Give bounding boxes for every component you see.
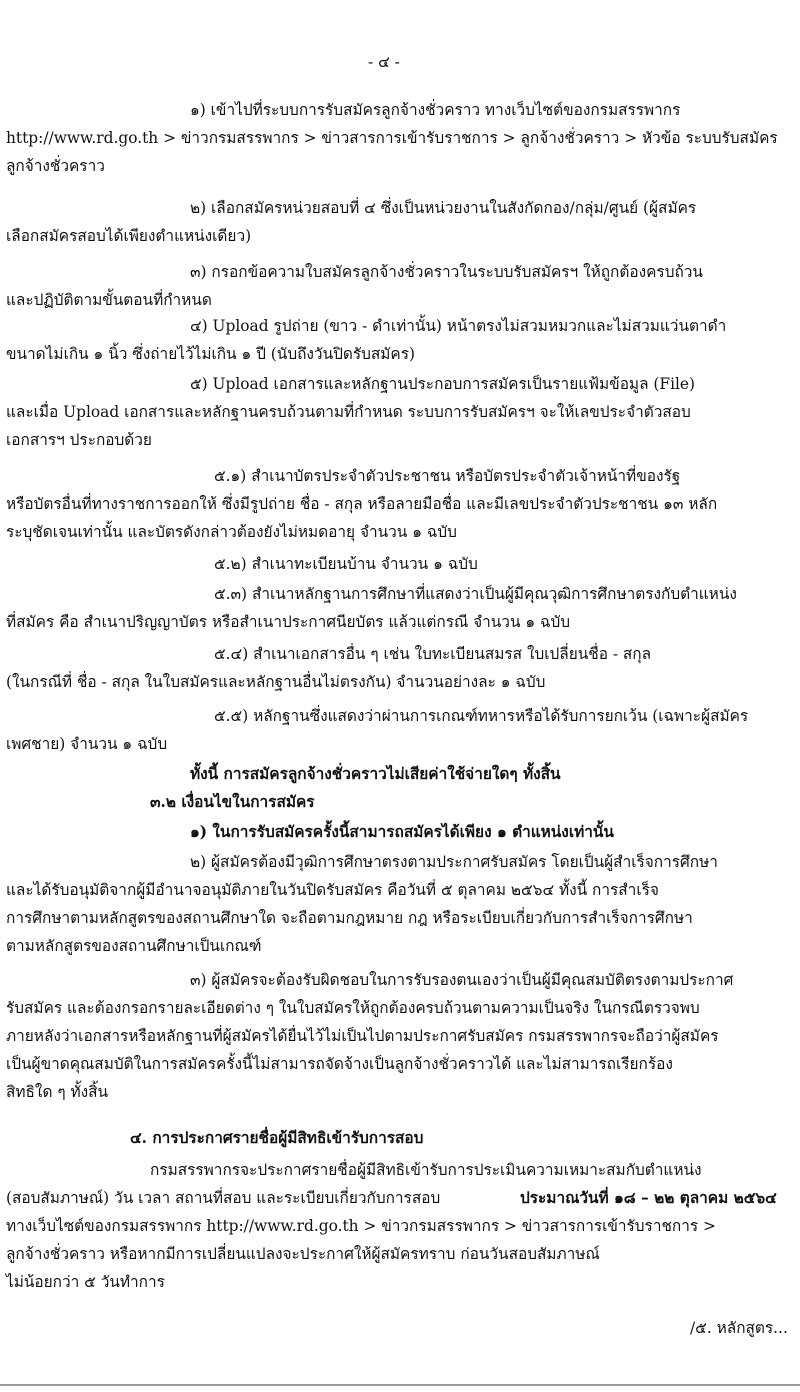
text-line: ไม่น้อยกว่า ๕ วันทำการ <box>6 1273 165 1291</box>
text-line: ภายหลังว่าเอกสารหรือหลักฐานที่ผู้สมัครได้ยื่นไว้ไม่เป็นไปตามประกาศรับสมัคร กรมสรรพากรจะถือว่าผู้สมัคร <box>6 1027 719 1045</box>
text-line: เลือกสมัครสอบได้เพียงตำแหน่งเดียว) <box>6 227 252 245</box>
text-line: ๕.๒) สำเนาทะเบียนบ้าน จำนวน ๑ ฉบับ <box>214 555 478 573</box>
text-line: ระบุชัดเจนเท่านั้น และบัตรดังกล่าวต้องยังไม่หมดอายุ จำนวน ๑ ฉบับ <box>6 523 457 541</box>
page-number: - ๔ - <box>368 53 400 71</box>
text-line: และเมื่อ Upload เอกสารและหลักฐานครบถ้วนตามที่กำหนด ระบบการรับสมัครฯ จะให้เลขประจำตัวสอบ <box>6 403 691 421</box>
text-line: รับสมัคร และต้องกรอกรายละเอียดต่าง ๆ ในใบสมัครให้ถูกต้องครบถ้วนตามความเป็นจริง ในกรณีตรวจพบ <box>6 999 700 1017</box>
text-line: เอกสารฯ ประกอบด้วย <box>6 431 152 449</box>
section-heading: ๔. การประกาศรายชื่อผู้มีสิทธิเข้ารับการสอบ <box>130 1129 424 1147</box>
text-line: ลูกจ้างชั่วคราว <box>6 157 105 175</box>
text-line: ทางเว็บไซต์ของกรมสรรพากร http://www.rd.go.th > ข่าวกรมสรรพากร > ข่าวสารการเข้ารับราชการ > <box>6 1217 716 1235</box>
text-line-bold: ๑) ในการรับสมัครครั้งนี้สามารถสมัครได้เพียง ๑ ตำแหน่งเท่านั้น <box>190 823 614 841</box>
text-line: ๒) เลือกสมัครหน่วยสอบที่ ๔ ซึ่งเป็นหน่วยงานในสังกัดกอง/กลุ่ม/ศูนย์ (ผู้สมัคร <box>190 199 697 217</box>
text-line: ขนาดไม่เกิน ๑ นิ้ว ซึ่งถ่ายไว้ไม่เกิน ๑ ปี (นับถึงวันปิดรับสมัคร) <box>6 345 415 363</box>
page-bottom-edge <box>0 1384 800 1386</box>
text-line-bold: ทั้งนี้ การสมัครลูกจ้างชั่วคราวไม่เสียค่าใช้จ่ายใดๆ ทั้งสิ้น <box>190 765 561 783</box>
text-line: การศึกษาตามหลักสูตรของสถานศึกษาใด จะถือตามกฎหมาย กฎ หรือระเบียบเกี่ยวกับการสำเร็จการศึกษา <box>6 909 693 927</box>
text-line: http://www.rd.go.th > ข่าวกรมสรรพากร > ข่าวสารการเข้ารับราชการ > ลูกจ้างชั่วคราว > หัวข้อ ระบบรับสมัคร <box>6 129 778 147</box>
text-line: ๕.๔) สำเนาเอกสารอื่น ๆ เช่น ใบทะเบียนสมรส ใบเปลี่ยนชื่อ - สกุล <box>214 645 652 663</box>
text-line: ตามหลักสูตรของสถานศึกษาเป็นเกณฑ์ <box>6 937 262 955</box>
text-line: ๕) Upload เอกสารและหลักฐานประกอบการสมัครเป็นรายแฟ้มข้อมูล (File) <box>190 375 696 393</box>
text-line: กรมสรรพากรจะประกาศรายชื่อผู้มีสิทธิเข้ารับการประเมินความเหมาะสมกับตำแหน่ง <box>150 1161 702 1179</box>
text-line: และปฏิบัติตามขั้นตอนที่กำหนด <box>6 291 212 309</box>
text-line: หรือบัตรอื่นที่ทางราชการออกให้ ซึ่งมีรูปถ่าย ชื่อ - สกุล หรือลายมือชื่อ และมีเลขประจำตัวประชาชน ๑๓ หลัก <box>6 495 718 513</box>
continuation-note: /๕. หลักสูตร... <box>690 1319 788 1337</box>
text-line-bold: ประมาณวันที่ ๑๘ – ๒๒ ตุลาคม ๒๕๖๔ <box>520 1189 777 1207</box>
text-line: ๓) กรอกข้อความใบสมัครลูกจ้างชั่วคราวในระบบรับสมัครฯ ให้ถูกต้องครบถ้วน <box>190 263 703 281</box>
text-line: และได้รับอนุมัติจากผู้มีอำนาจอนุมัติภายในวันปิดรับสมัคร คือวันที่ ๕ ตุลาคม ๒๕๖๔ ทั้งนี้ การสำเร็จ <box>6 881 659 899</box>
text-line: สิทธิใด ๆ ทั้งสิ้น <box>6 1083 109 1101</box>
text-line: ๔) Upload รูปถ่าย (ขาว - ดำเท่านั้น) หน้าตรงไม่สวมหมวกและไม่สวมแว่นตาดำ <box>190 317 727 335</box>
text-line: ๓) ผู้สมัครจะต้องรับผิดชอบในการรับรองตนเองว่าเป็นผู้มีคุณสมบัติตรงตามประกาศ <box>190 971 734 989</box>
text-line: เป็นผู้ขาดคุณสมบัติในการสมัครครั้งนี้ไม่สามารถจัดจ้างเป็นลูกจ้างชั่วคราวได้ และไม่สามารถเรียกร้อง <box>6 1055 673 1073</box>
text-line: เพศชาย) จำนวน ๑ ฉบับ <box>6 735 168 753</box>
text-line: ๕.๓) สำเนาหลักฐานการศึกษาที่แสดงว่าเป็นผู้มีคุณวุฒิการศึกษาตรงกับตำแหน่ง <box>214 585 737 603</box>
section-heading: ๓.๒ เงื่อนไขในการสมัคร <box>150 793 315 811</box>
text-line: ๕.๕) หลักฐานซึ่งแสดงว่าผ่านการเกณฑ์ทหารหรือได้รับการยกเว้น (เฉพาะผู้สมัคร <box>214 707 749 725</box>
text-line: (สอบสัมภาษณ์) วัน เวลา สถานที่สอบ และระเบียบเกี่ยวกับการสอบ <box>6 1189 441 1207</box>
text-line: ๑) เข้าไปที่ระบบการรับสมัครลูกจ้างชั่วคราว ทางเว็บไซต์ของกรมสรรพากร <box>190 101 681 119</box>
text-line: ๕.๑) สำเนาบัตรประจำตัวประชาชน หรือบัตรประจำตัวเจ้าหน้าที่ของรัฐ <box>214 467 681 485</box>
text-line: ที่สมัคร คือ สำเนาปริญญาบัตร หรือสำเนาประกาศนียบัตร แล้วแต่กรณี จำนวน ๑ ฉบับ <box>6 613 571 631</box>
text-line: (ในกรณีที่ ชื่อ - สกุล ในใบสมัครและหลักฐานอื่นไม่ตรงกัน) จำนวนอย่างละ ๑ ฉบับ <box>6 673 546 691</box>
text-line: ๒) ผู้สมัครต้องมีวุฒิการศึกษาตรงตามประกาศรับสมัคร โดยเป็นผู้สำเร็จการศึกษา <box>190 853 718 871</box>
text-line: ลูกจ้างชั่วคราว หรือหากมีการเปลี่ยนแปลงจะประกาศให้ผู้สมัครทราบ ก่อนวันสอบสัมภาษณ์ <box>6 1245 600 1263</box>
